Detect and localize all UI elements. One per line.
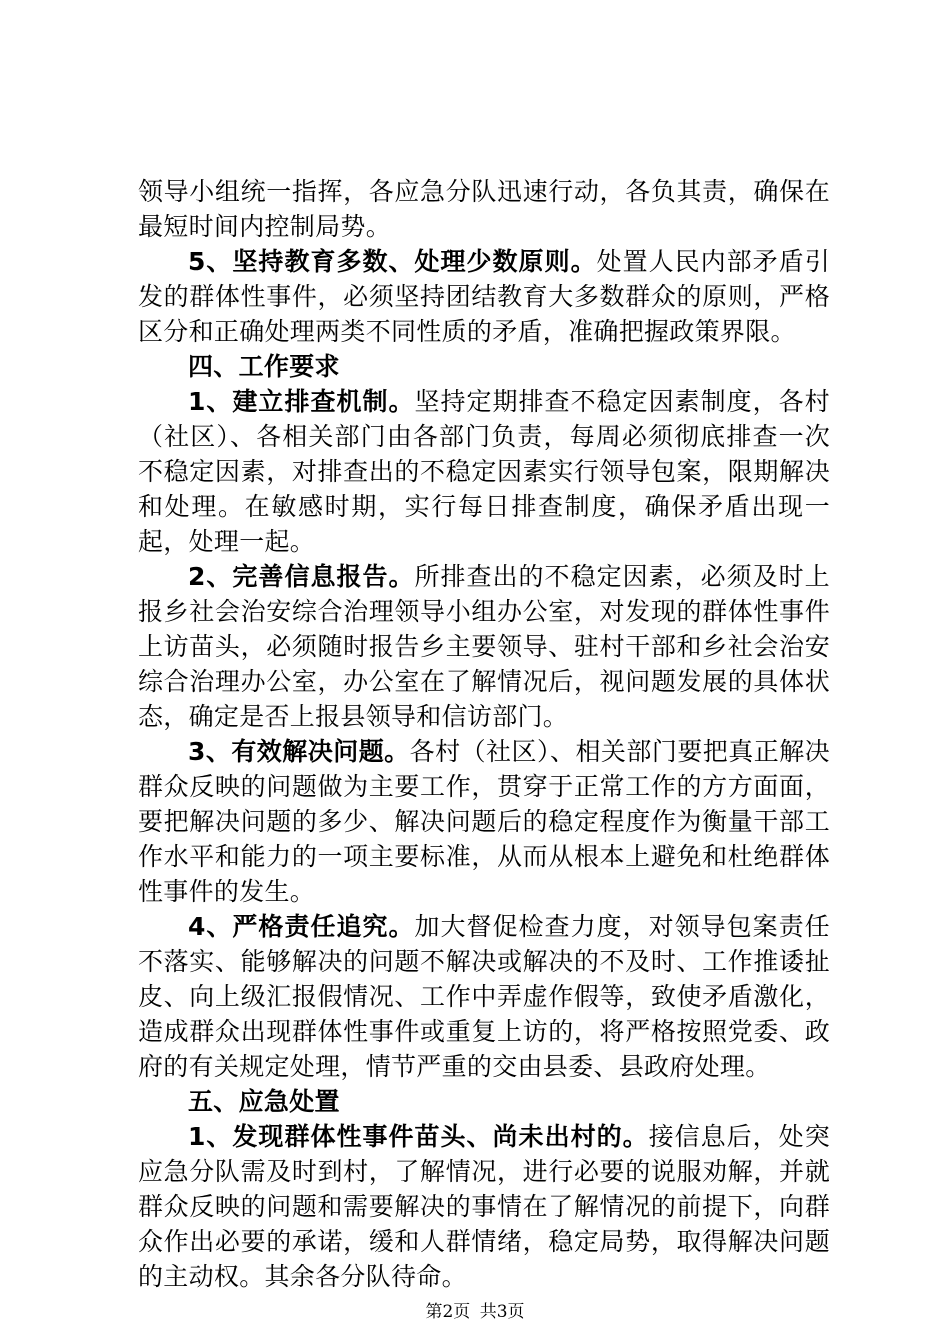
paragraph-heading: 2、完善信息报告。: [188, 562, 415, 591]
paragraph-text: 坚持定期排查不稳定因素制度，各村（社区）、各相关部门由各部门负责，每周必须彻底排查一次不稳定因素，对排查出的不稳定因素实行领导包案，限期解决和处理。在敏感时期，实行每日排查制度，确保矛盾出现一起，处理一起。: [138, 387, 830, 556]
paragraph-text: 各村（社区）、相关部门要把真正解决群众反映的问题做为主要工作，贯穿于正常工作的方方面面，要把解决问题的多少、解决问题后的稳定程度作为衡量干部工作水平和能力的一项主要标准，从而从根本上避免和杜绝群体性事件的发生。: [138, 737, 830, 906]
paragraph-principle-5: [138, 244, 830, 349]
page-total: 共3页: [479, 1302, 525, 1322]
paragraph-text: 所排查出的不稳定因素，必须及时上报乡社会治安综合治理领导小组办公室，对发现的群体性事件上访苗头，必须随时报告乡主要领导、驻村干部和乡社会治安综合治理办公室，办公室在了解情况后，视问题发展的具体状态，确定是否上报县领导和信访部门。: [138, 562, 830, 731]
page-number: 第2页: [425, 1302, 471, 1322]
paragraph-requirement-3: [138, 734, 830, 909]
document-body: [138, 174, 830, 1294]
paragraph-text: 加大督促检查力度，对领导包案责任不落实、能够解决的问题不解决或解决的不及时、工作推诿扯皮、向上级汇报假情况、工作中弄虚作假等，致使矛盾激化，造成群众出现群体性事件或重复上访的，将严格按照党委、政府的有关规定处理，情节严重的交由县委、县政府处理。: [138, 912, 830, 1081]
paragraph-text: 接信息后，处突应急分队需及时到村，了解情况，进行必要的说服劝解，并就群众反映的问题和需要解决的事情在了解情况的前提下，向群众作出必要的承诺，缓和人群情绪，稳定局势，取得解决问题的主动权。其余各分队待命。: [138, 1122, 830, 1291]
section-heading: 五、应急处置: [188, 1087, 340, 1116]
paragraph-heading: 3、有效解决问题。: [188, 737, 410, 766]
paragraph-requirement-4: [138, 909, 830, 1084]
paragraph-heading: 4、严格责任追究。: [188, 912, 415, 941]
paragraph-requirement-2: [138, 559, 830, 734]
paragraph-heading: 5、坚持教育多数、处理少数原则。: [188, 247, 597, 276]
paragraph-text: 领导小组统一指挥，各应急分队迅速行动，各负其责，确保在最短时间内控制局势。: [138, 177, 830, 241]
paragraph-heading: 1、发现群体性事件苗头、尚未出村的。: [188, 1122, 649, 1151]
paragraph-requirement-1: [138, 384, 830, 559]
section-heading: 四、工作要求: [188, 352, 340, 381]
page-footer: [0, 1297, 950, 1322]
paragraph-text: 处置人民内部矛盾引发的群体性事件，必须坚持团结教育大多数群众的原则，严格区分和正确处理两类不同性质的矛盾，准确把握政策界限。: [138, 247, 830, 346]
section-heading-work-requirements: [138, 349, 830, 384]
section-heading-emergency-handling: [138, 1084, 830, 1119]
paragraph-heading: 1、建立排查机制。: [188, 387, 415, 416]
paragraph-emergency-1: [138, 1119, 830, 1294]
paragraph-continuation: [138, 174, 830, 244]
